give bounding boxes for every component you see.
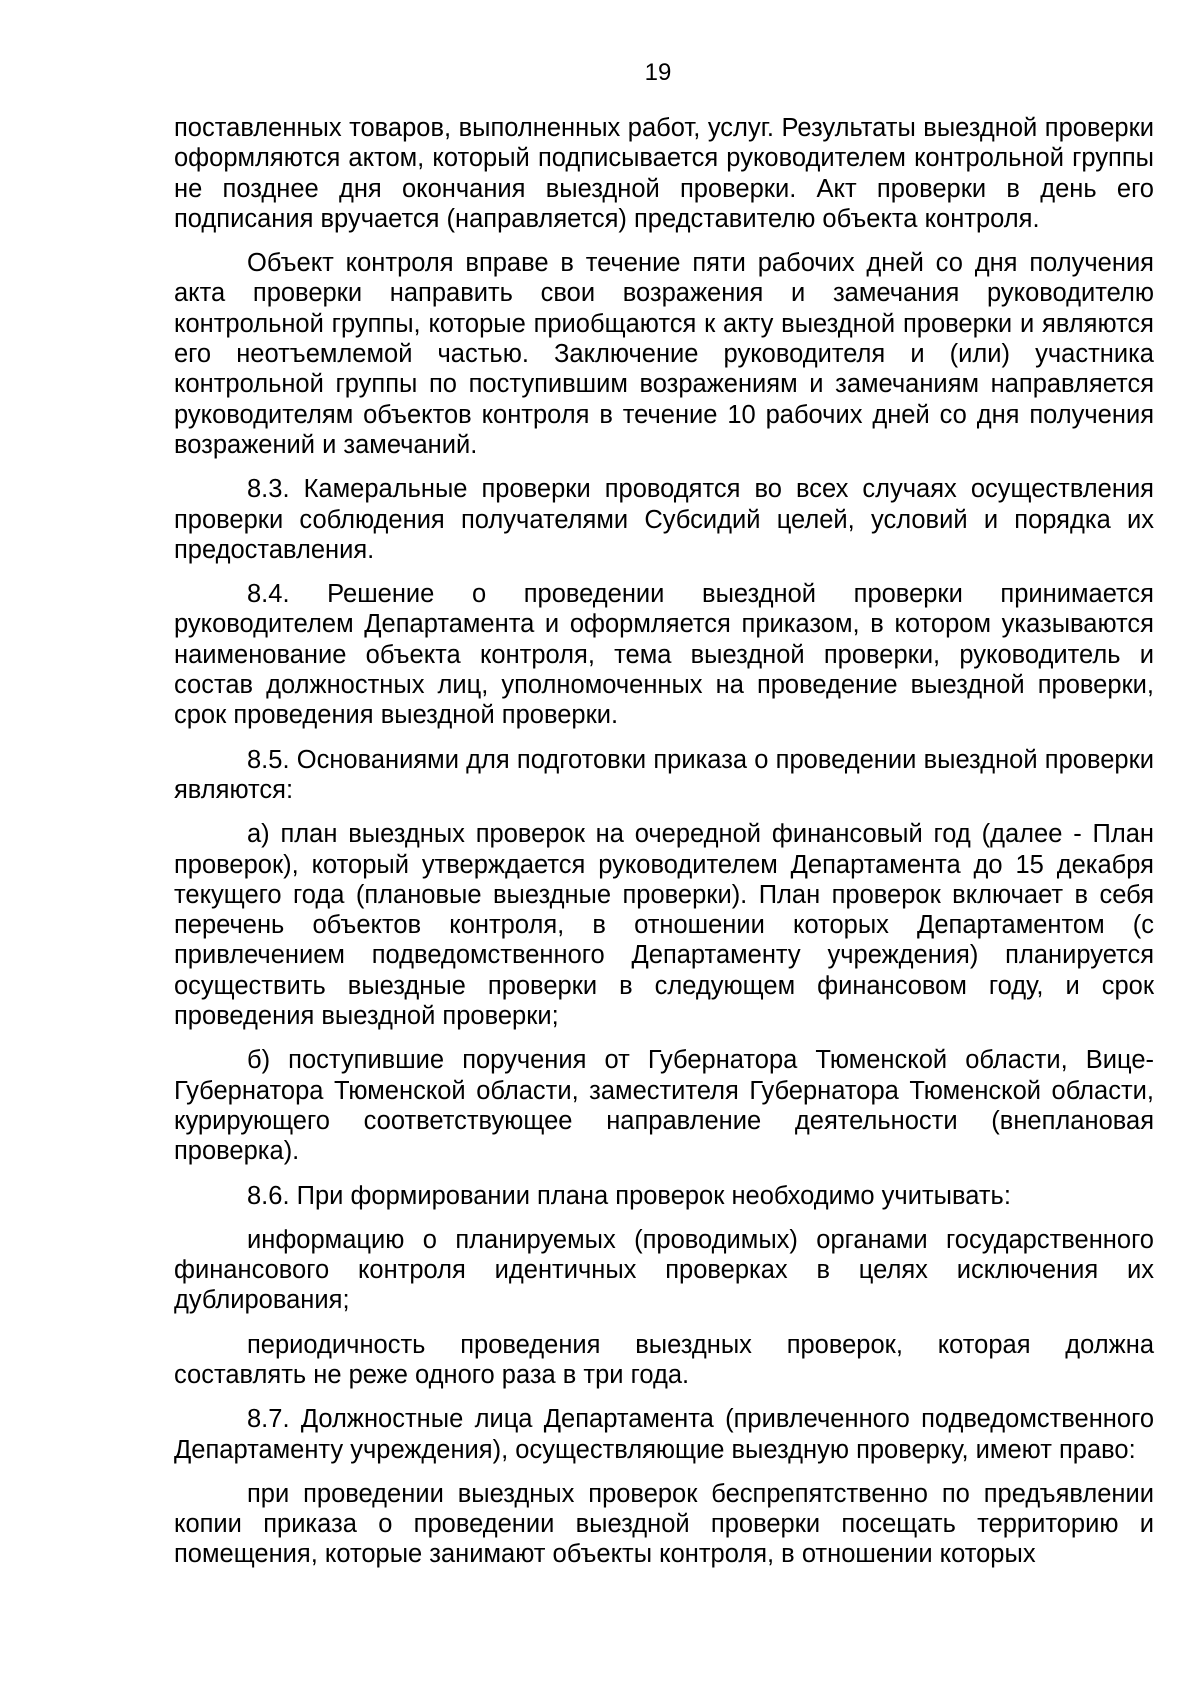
list-item-a: а) план выездных проверок на очередной финансовый год (далее - План проверок), который утверждается руководителем Департамента до 15 декабря текущего года (плановые выездные проверки). План проверок включает в себя перечень объектов контроля, в отношении которых Департаментом (с привлечением подведомственного Департаменту учреждения) планируется осуществить выездные проверки в следующем финансовом году, и срок проведения выездной проверки; [174, 820, 1154, 1031]
paragraph-8-4: 8.4. Решение о проведении выездной проверки принимается руководителем Департамента и оформляется приказом, в котором указываются наименование объекта контроля, тема выездной проверки, руководитель и состав должностных лиц, уполномоченных на проведение выездной проверки, срок проведения выездной проверки. [174, 580, 1154, 730]
paragraph: поставленных товаров, выполненных работ, услуг. Результаты выездной проверки оформляются актом, который подписывается руководителем контрольной группы не позднее дня окончания выездной проверки. Акт проверки в день его подписания вручается (направляется) представителю объекта контроля. [174, 114, 1154, 233]
paragraph-8-5: 8.5. Основаниями для подготовки приказа о проведении выездной проверки являются: [174, 745, 1154, 804]
paragraph-8-6: 8.6. При формировании плана проверок необходимо учитывать: [247, 1181, 1011, 1210]
paragraph-8-7: 8.7. Должностные лица Департамента (привлеченного подведомственного Департаменту учреждения), осуществляющие выездную проверку, имеют право: [174, 1405, 1154, 1464]
paragraph-8-3: 8.3. Камеральные проверки проводятся во всех случаях осуществления проверки соблюдения получателями Субсидий целей, условий и порядка их предоставления. [174, 475, 1154, 564]
page-number: 19 [644, 59, 672, 86]
list-item: периодичность проведения выездных проверок, которая должна составлять не реже одного раза в три года. [174, 1330, 1154, 1389]
list-item-b: б) поступившие поручения от Губернатора Тюменской области, Вице-Губернатора Тюменской области, заместителя Губернатора Тюменской области, курирующего соответствующее направление деятельности (внеплановая проверка). [174, 1046, 1154, 1166]
paragraph: Объект контроля вправе в течение пяти рабочих дней со дня получения акта проверки направить свои возражения и замечания руководителю контрольной группы, которые приобщаются к акту выездной проверки и являются его неотъемлемой частью. Заключение руководителя и (или) участника контрольной группы по поступившим возражениям и замечаниям направляется руководителям объектов контроля в течение 10 рабочих дней со дня получения возражений и замечаний. [174, 249, 1154, 459]
document-body [174, 113, 1154, 1584]
paragraph: при проведении выездных проверок беспрепятственно по предъявлении копии приказа о проведении выездной проверки посещать территорию и помещения, которые занимают объекты контроля, в отношении которых [174, 1479, 1154, 1569]
list-item: информацию о планируемых (проводимых) органами государственного финансового контроля идентичных проверках в целях исключения их дублирования; [174, 1225, 1154, 1315]
